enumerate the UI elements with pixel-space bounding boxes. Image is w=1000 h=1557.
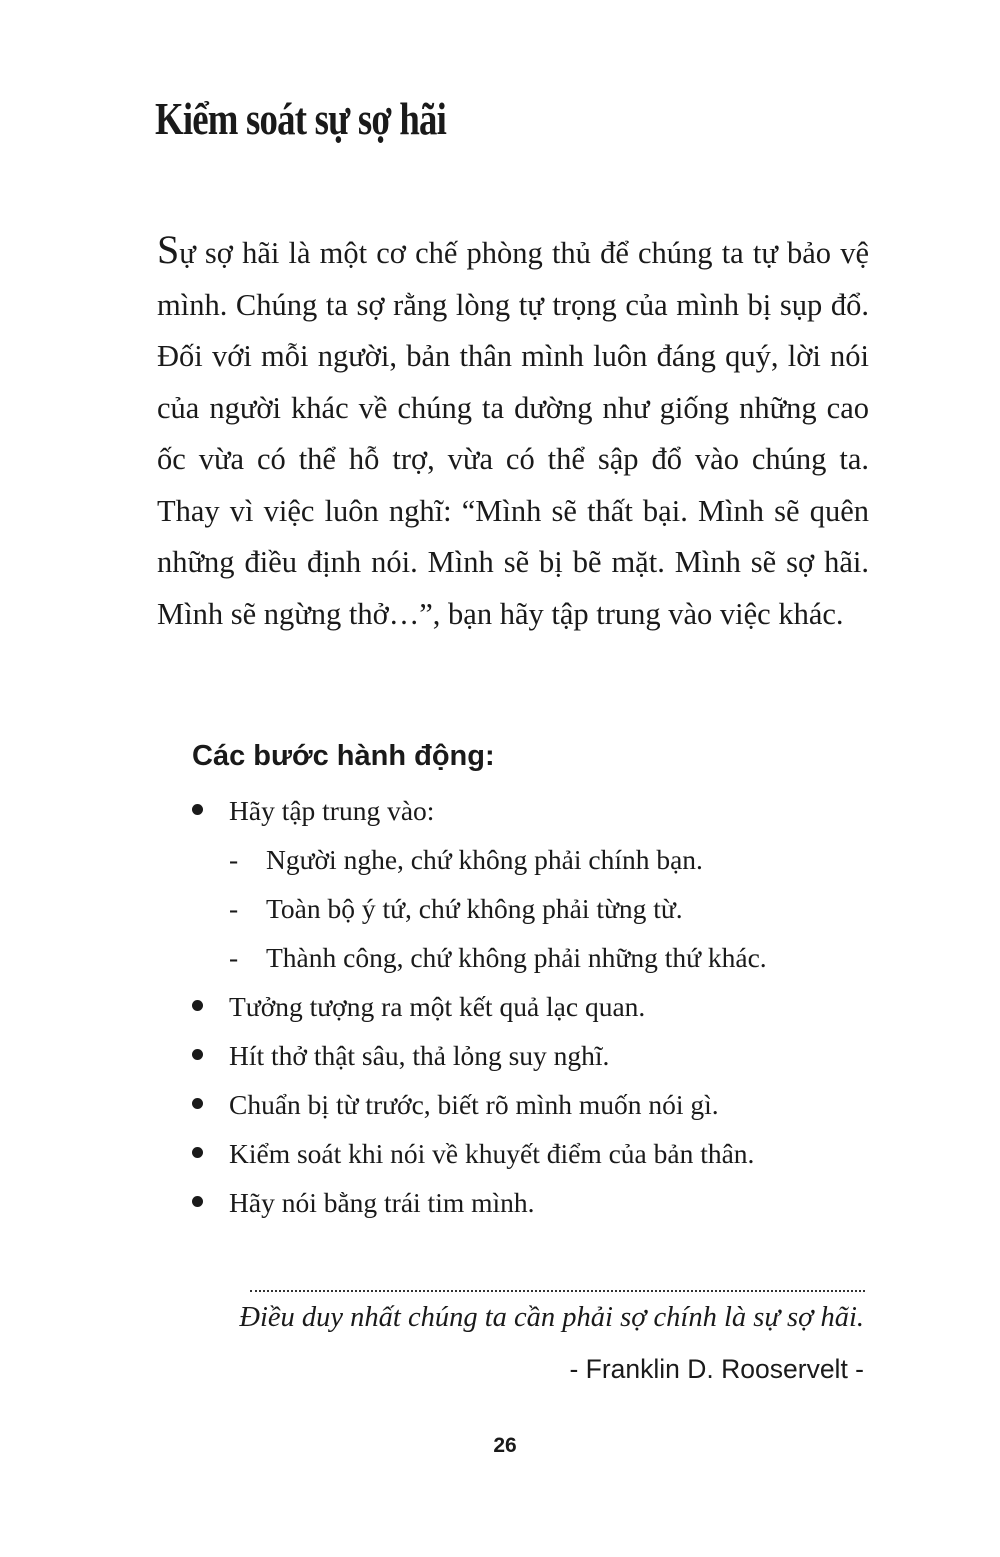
dash-icon: - bbox=[229, 893, 239, 924]
list-item bbox=[192, 982, 892, 1031]
sublist-item-text: Toàn bộ ý tứ, chứ không phải từng từ. bbox=[266, 893, 683, 924]
list-item-text: Kiểm soát khi nói về khuyết điểm của bản thân. bbox=[229, 1138, 755, 1169]
sublist-item bbox=[229, 933, 892, 982]
dash-icon: - bbox=[229, 942, 239, 973]
quote-text: Điều duy nhất chúng ta cần phải sợ chính là sự sợ hãi. bbox=[239, 1302, 864, 1333]
list-item bbox=[192, 786, 892, 982]
dash-icon: - bbox=[229, 844, 239, 875]
bullet-icon bbox=[192, 1000, 203, 1011]
page-number: 26 bbox=[493, 1434, 517, 1457]
bullet-icon bbox=[192, 1147, 203, 1158]
chapter-title: Kiểm soát sự sợ hãi bbox=[155, 93, 447, 144]
bullet-icon bbox=[192, 804, 203, 815]
list-item bbox=[192, 1178, 892, 1227]
sublist-item bbox=[229, 835, 892, 884]
list-item-text: Hít thở thật sâu, thả lỏng suy nghĩ. bbox=[229, 1040, 610, 1071]
bullet-icon bbox=[192, 1196, 203, 1207]
bullet-icon bbox=[192, 1049, 203, 1060]
list-item bbox=[192, 1080, 892, 1129]
drop-cap: S bbox=[157, 227, 180, 272]
action-steps-list bbox=[192, 786, 892, 1227]
body-paragraph-text: ự sợ hãi là một cơ chế phòng thủ để chúng ta tự bảo vệ mình. Chúng ta sợ rằng lòng tự trọng của mình bị sụp đổ. Đối với mỗi người, bản thân mình luôn đáng quý, lời nói của người khác về chúng ta dường như giống những cao ốc vừa có thể hỗ trợ, vừa có thể sập đổ vào chúng ta. Thay vì việc luôn nghĩ: “Mình sẽ thất bại. Mình sẽ quên những điều định nói. Mình sẽ bị bẽ mặt. Mình sẽ sợ hãi. Mình sẽ ngừng thở…”, bạn hãy tập trung vào việc khác. bbox=[157, 236, 869, 631]
sublist-item bbox=[229, 884, 892, 933]
sublist-item-text: Thành công, chứ không phải những thứ khác. bbox=[266, 942, 767, 973]
list-item-text: Tưởng tượng ra một kết quả lạc quan. bbox=[229, 991, 646, 1022]
body-paragraph bbox=[157, 228, 869, 640]
sublist-item-text: Người nghe, chứ không phải chính bạn. bbox=[266, 844, 703, 875]
list-item-text: Hãy nói bằng trái tim mình. bbox=[229, 1187, 535, 1218]
list-item bbox=[192, 1031, 892, 1080]
list-item-text: Hãy tập trung vào: bbox=[229, 795, 435, 826]
action-steps-heading: Các bước hành động: bbox=[192, 740, 495, 772]
list-item bbox=[192, 1129, 892, 1178]
bullet-icon bbox=[192, 1098, 203, 1109]
list-item-text: Chuẩn bị từ trước, biết rõ mình muốn nói gì. bbox=[229, 1089, 719, 1120]
focus-sublist bbox=[229, 835, 892, 982]
quote-divider bbox=[250, 1290, 865, 1292]
quote-author: - Franklin D. Rooservelt - bbox=[569, 1354, 864, 1384]
